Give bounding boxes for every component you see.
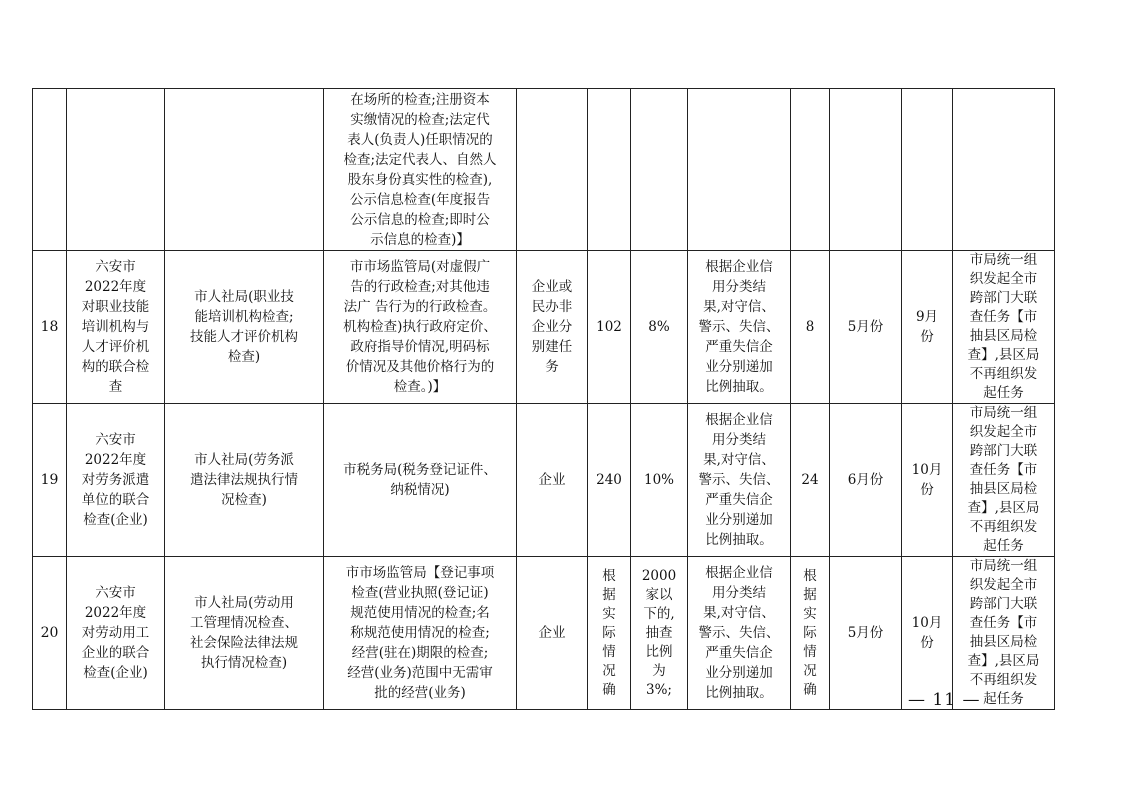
scope-cell: 企业 xyxy=(517,404,588,557)
table-row xyxy=(33,404,1055,557)
task-cell: 六安市 2022年度 对职业技能 培训机构与 人才评价机 构的联合检 查 xyxy=(67,251,165,404)
end-cell: 10月 份 xyxy=(902,404,953,557)
lead-dept-cell xyxy=(165,89,324,251)
count-cell xyxy=(588,89,631,251)
joint-dept-cell: 市市场监管局【登记事项 检查(营业执照(登记证) 规范使用情况的检查;名 称规范使用情况的检查; 经营(驻在)期限的检查; 经营(业务)范围中无需审 批的经营(业务) xyxy=(324,557,517,710)
method-cell: 根据企业信 用分类结 果,对守信、 警示、失信、 严重失信企 业分别递加 比例抽取。 xyxy=(688,557,791,710)
start-cell: 6月份 xyxy=(830,404,902,557)
end-cell: 10月 份 xyxy=(902,557,953,710)
remark-cell: 市局统一组 织发起全市 跨部门大联 查任务【市 抽县区局检 查】,县区局 不再组织发 起任务 xyxy=(953,251,1055,404)
table-row-continued xyxy=(33,89,1055,251)
ratio-cell xyxy=(631,89,688,251)
lead-dept-cell: 市人社局(职业技 能培训机构检查; 技能人才评价机构 检查) xyxy=(165,251,324,404)
scope-cell: 企业 xyxy=(517,557,588,710)
ratio-cell: 10% xyxy=(631,404,688,557)
scope-cell xyxy=(517,89,588,251)
seq-cell: 20 xyxy=(33,557,67,710)
remark-cell xyxy=(953,89,1055,251)
seq-cell xyxy=(33,89,67,251)
remark-cell: 市局统一组 织发起全市 跨部门大联 查任务【市 抽县区局检 查】,县区局 不再组织发 起任务 xyxy=(953,557,1055,710)
task-cell: 六安市 2022年度 对劳动用工 企业的联合 检查(企业) xyxy=(67,557,165,710)
joint-dept-cell: 在场所的检查;注册资本 实缴情况的检查;法定代 表人(负责人)任职情况的 检查;法定代表人、自然人 股东身份真实性的检查), 公示信息检查(年度报告 公示信息的检查;即时公 示信息的检查)】 xyxy=(324,89,517,251)
table-row xyxy=(33,557,1055,710)
task-cell xyxy=(67,89,165,251)
method-cell xyxy=(688,89,791,251)
seq-cell: 18 xyxy=(33,251,67,404)
count-cell: 240 xyxy=(588,404,631,557)
start-cell xyxy=(830,89,902,251)
ratio-cell: 8% xyxy=(631,251,688,404)
count-cell: 根 据 实 际 情 况 确 xyxy=(588,557,631,710)
inspection-table xyxy=(32,88,1055,710)
joint-dept-cell: 市税务局(税务登记证件、 纳税情况) xyxy=(324,404,517,557)
table-row xyxy=(33,251,1055,404)
remark-cell: 市局统一组 织发起全市 跨部门大联 查任务【市 抽县区局检 查】,县区局 不再组织发 起任务 xyxy=(953,404,1055,557)
sampled-cell: 24 xyxy=(791,404,830,557)
end-cell: 9月 份 xyxy=(902,251,953,404)
sampled-cell: 8 xyxy=(791,251,830,404)
sampled-cell xyxy=(791,89,830,251)
scope-cell: 企业或 民办非 企业分 别建任 务 xyxy=(517,251,588,404)
sampled-cell: 根 据 实 际 情 况 确 xyxy=(791,557,830,710)
joint-dept-cell: 市市场监管局(对虚假广 告的行政检查;对其他违 法广 告行为的行政检查。 机构检查)执行政府定价、 政府指导价情况,明码标 价情况及其他价格行为的 检查。)】 xyxy=(324,251,517,404)
page-number: — 11 — xyxy=(908,690,981,710)
task-cell: 六安市 2022年度 对劳务派遣 单位的联合 检查(企业) xyxy=(67,404,165,557)
start-cell: 5月份 xyxy=(830,557,902,710)
ratio-cell: 2000 家以 下的, 抽查 比例 为 3%; xyxy=(631,557,688,710)
end-cell xyxy=(902,89,953,251)
lead-dept-cell: 市人社局(劳动用 工管理情况检查、 社会保险法律法规 执行情况检查) xyxy=(165,557,324,710)
start-cell: 5月份 xyxy=(830,251,902,404)
count-cell: 102 xyxy=(588,251,631,404)
seq-cell: 19 xyxy=(33,404,67,557)
lead-dept-cell: 市人社局(劳务派 遣法律法规执行情 况检查) xyxy=(165,404,324,557)
method-cell: 根据企业信 用分类结 果,对守信、 警示、失信、 严重失信企 业分别递加 比例抽取。 xyxy=(688,404,791,557)
method-cell: 根据企业信 用分类结 果,对守信、 警示、失信、 严重失信企 业分别递加 比例抽取。 xyxy=(688,251,791,404)
